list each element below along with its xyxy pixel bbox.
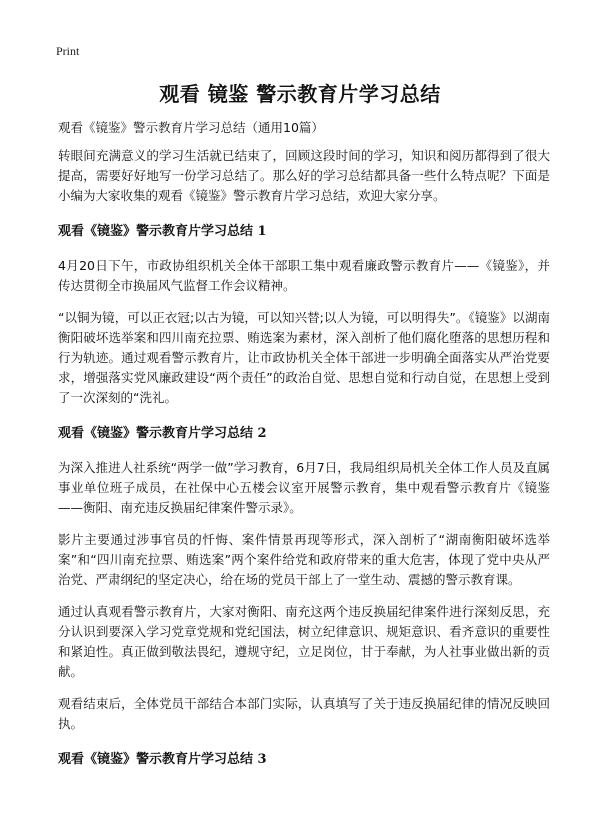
section-paragraph: 为深入推进人社系统“两学一做”学习教育，6月7日，我局组织局机关全体工作人员及直属事业单位班子成员，在社保中心五楼会议室开展警示教育，集中观看警示教育片《镜鉴——衡阳、南充违反换届纪律案件警示录》。 (58, 460, 550, 515)
section-paragraph: 影片主要通过涉事官员的忏悔、案件情景再现等形式，深入剖析了“湖南衡阳破坏选举案”和“四川南充拉票、贿选案”两个案件给党和政府带来的重大危害，体现了党中央从严治党、严肃纲纪的坚定决心，给在场的党员干部上了一堂生动、震撼的警示教育课。 (58, 532, 550, 587)
section-paragraph: 通过认真观看警示教育片，大家对衡阳、南充这两个违反换届纪律案件进行深刻反思，充分认识到要深入学习党章党规和党纪国法，树立纪律意识、规矩意识、看齐意识的重要性和紧迫性。真正做到敬法畏纪，遵规守纪，立足岗位，甘于奉献，为人社事业做出新的贡献。 (58, 604, 550, 679)
document-subtitle: 观看《镜鉴》警示教育片学习总结（通用10篇） (58, 120, 324, 135)
section-heading: 观看《镜鉴》警示教育片学习总结 3 (58, 752, 267, 767)
page-title: 观看 镜鉴 警示教育片学习总结 (159, 82, 441, 106)
section-heading: 观看《镜鉴》警示教育片学习总结 1 (58, 224, 267, 239)
section-paragraph: 观看结束后，全体党员干部结合本部门实际，认真填写了关于违反换届纪律的情况反映回执。 (58, 696, 550, 731)
section-heading: 观看《镜鉴》警示教育片学习总结 2 (58, 426, 267, 441)
intro-paragraph: 转眼间充满意义的学习生活就已结束了，回顾这段时间的学习，知识和阅历都得到了很大提高，需要好好地写一份学习总结了。那么好的学习总结都具备一些什么特点呢？下面是小编为大家收集的观看《镜鉴》警示教育片学习总结，欢迎大家分享。 (58, 148, 550, 203)
print-label: Print (56, 44, 80, 58)
section-paragraph: 4月20日下午，市政协组织机关全体干部职工集中观看廉政警示教育片——《镜鉴》，并传达贯彻全市换届风气监督工作会议精神。 (58, 258, 550, 293)
document-body (58, 118, 550, 784)
section-paragraph: “以铜为镜，可以正衣冠;以古为镜，可以知兴替;以人为镜，可以明得失”。《镜鉴》以湖南衡阳破坏选举案和四川南充拉票、贿选案为素材，深入剖析了他们腐化堕落的思想历程和行为轨迹。通过观看警示教育片，让市政协机关全体干部进一步明确全面落实从严治党要求，增强落实党风廉政建设“两个责任”的政治自觉、思想自觉和行动自觉，在思想上受到了一次深刻的“洗礼。 (58, 310, 550, 405)
